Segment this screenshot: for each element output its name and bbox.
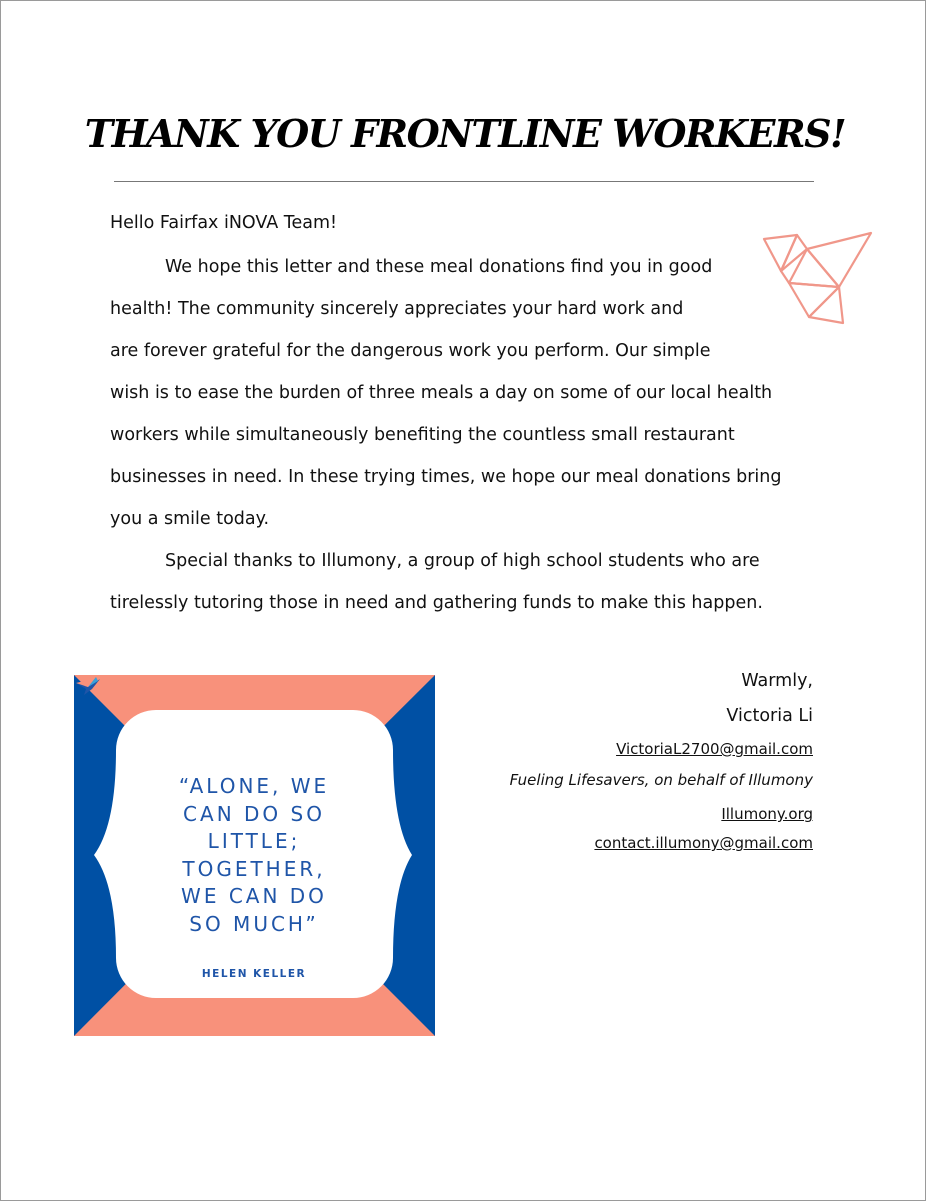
quote-author: HELEN KELLER xyxy=(201,968,307,980)
body-line: workers while simultaneously benefiting the countless small restaurant xyxy=(110,425,735,445)
hummingbird-icon xyxy=(74,675,102,697)
body-line: Special thanks to Illumony, a group of high school students who are xyxy=(165,551,760,571)
signer-name: Victoria Li xyxy=(726,706,813,726)
body-line: are forever grateful for the dangerous work you perform. Our simple xyxy=(110,341,711,361)
body-line: you a smile today. xyxy=(110,509,270,529)
greeting: Hello Fairfax iNOVA Team! xyxy=(110,213,338,233)
quote-card xyxy=(74,675,435,1036)
body-line: businesses in need. In these trying times, we hope our meal donations bring xyxy=(110,467,782,487)
body-line: wish is to ease the burden of three meals a day on some of our local health xyxy=(110,383,773,403)
email-link[interactable]: VictoriaL2700@gmail.com xyxy=(616,740,813,758)
website-link[interactable]: Illumony.org xyxy=(721,805,813,823)
title-divider xyxy=(114,181,814,182)
body-line: tirelessly tutoring those in need and gathering funds to make this happen. xyxy=(110,593,763,613)
origami-bird-icon xyxy=(759,227,877,327)
quote-text: “ALONE, WE CAN DO SO LITTLE; TOGETHER, WE CAN DO SO MUCH” xyxy=(178,774,330,936)
body-line: We hope this letter and these meal donations find you in good xyxy=(165,257,713,277)
page-title: THANK YOU FRONTLINE WORKERS! xyxy=(84,111,846,156)
contact-email-link[interactable]: contact.illumony@gmail.com xyxy=(594,834,813,852)
closing: Warmly, xyxy=(741,671,813,691)
signer-role: Fueling Lifesavers, on behalf of Illumony xyxy=(509,771,813,789)
body-line: health! The community sincerely appreciates your hard work and xyxy=(110,299,684,319)
